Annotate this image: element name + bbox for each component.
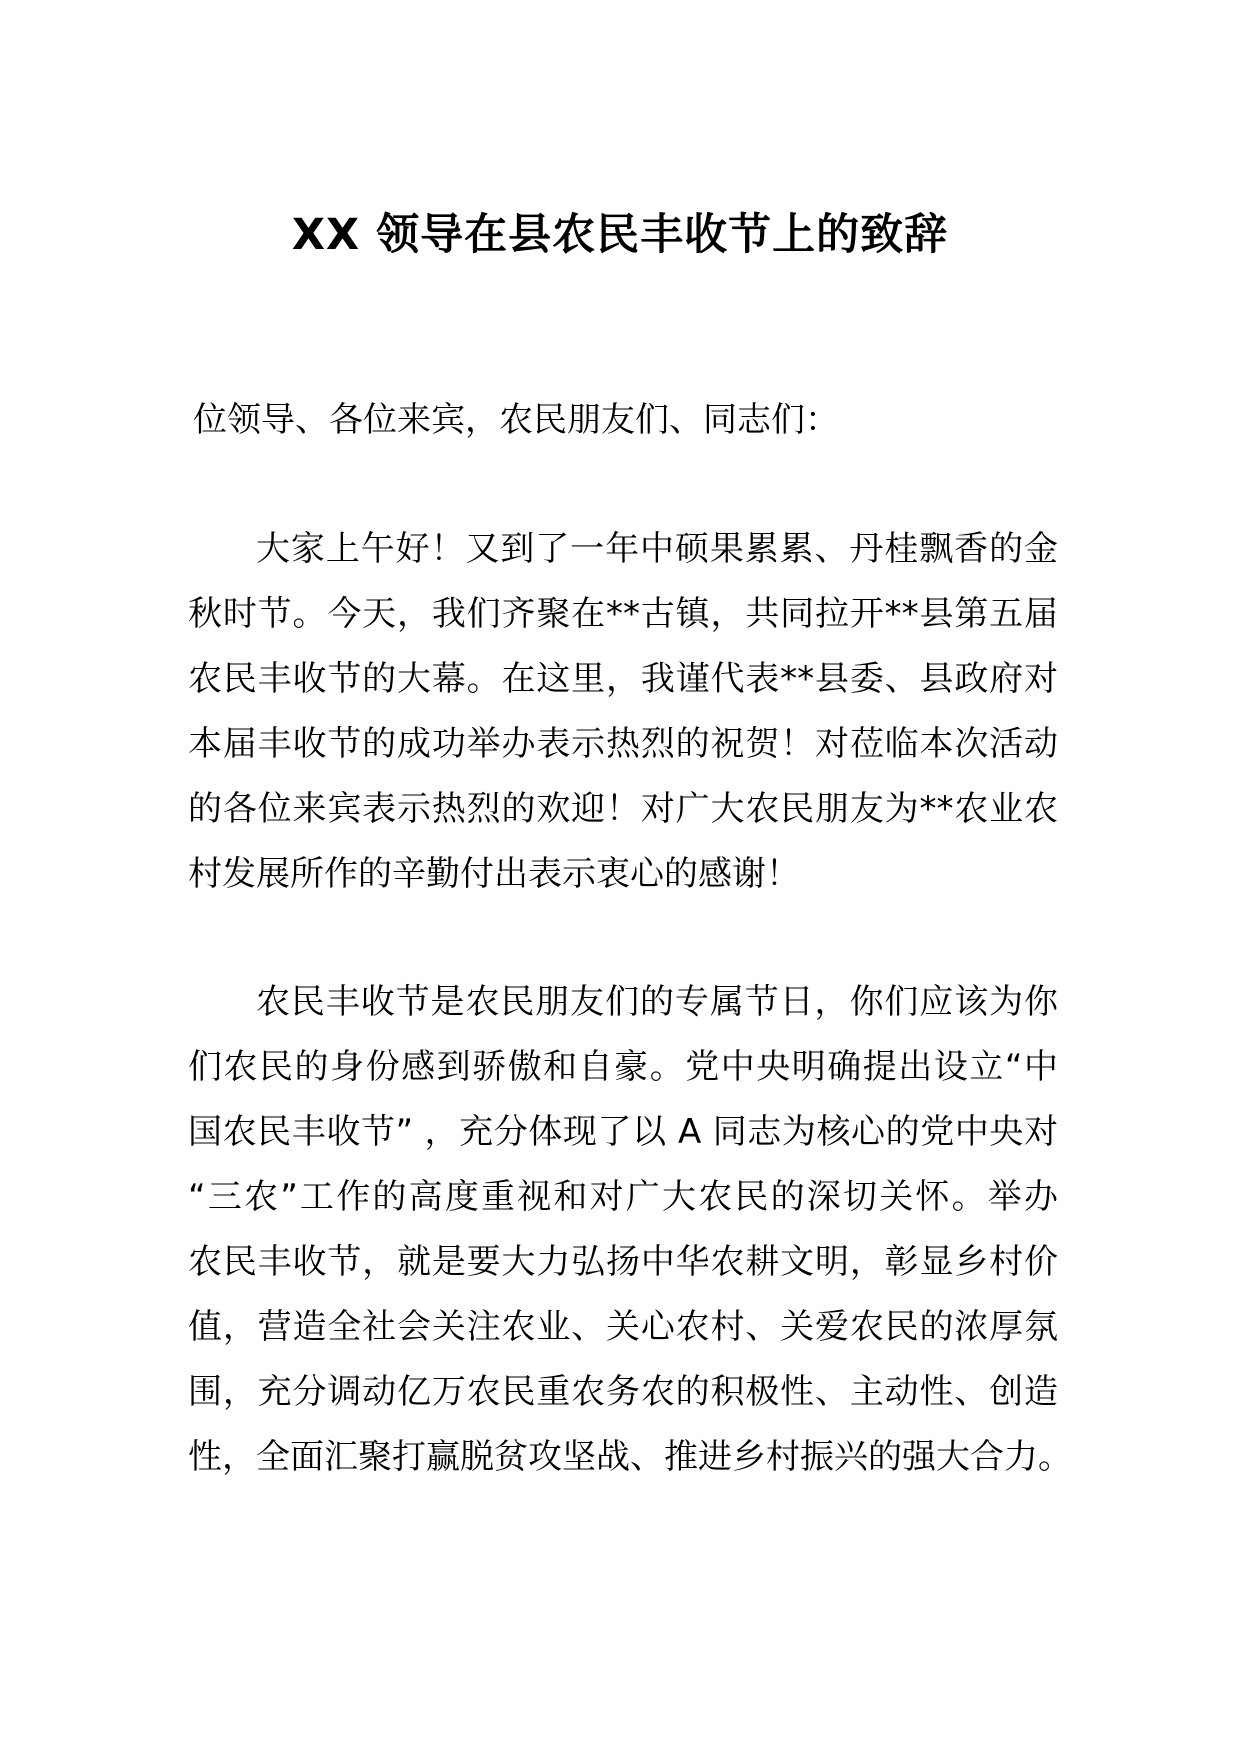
- paragraph-line: 国农民丰收节” ，充分体现了以 A 同志为核心的党中央对: [188, 1112, 1058, 1152]
- paragraph-line: 围，充分调动亿万农民重农务农的积极性、主动性、创造: [188, 1372, 1058, 1412]
- paragraph-line: 农民丰收节是农民朋友们的专属节日，你们应该为你: [256, 982, 1058, 1022]
- paragraph-line: 农民丰收节的大幕。在这里，我谨代表**县委、县政府对: [188, 659, 1058, 699]
- paragraph-line: 性，全面汇聚打赢脱贫攻坚战、推进乡村振兴的强大合力。: [188, 1437, 1072, 1477]
- paragraph-line: 大家上午好！又到了一年中硕果累累、丹桂飘香的金: [256, 529, 1058, 569]
- paragraph-2: [188, 970, 1072, 1490]
- paragraph-line: 农民丰收节，就是要大力弘扬中华农耕文明，彰显乡村价: [188, 1242, 1058, 1282]
- paragraph-line: 村发展所作的辛勤付出表示衷心的感谢！: [188, 854, 800, 894]
- paragraph-line: 的各位来宾表示热烈的欢迎！对广大农民朋友为**农业农: [188, 789, 1058, 829]
- paragraph-line: 秋时节。今天，我们齐聚在**古镇，共同拉开**县第五届: [188, 594, 1058, 634]
- paragraph-1: [188, 517, 1058, 907]
- document-title: XX 领导在县农民丰收节上的致辞: [291, 210, 949, 260]
- paragraph-line: 们农民的身份感到骄傲和自豪。党中央明确提出设立“中: [188, 1047, 1058, 1087]
- paragraph-line: “三农”工作的高度重视和对广大农民的深切关怀。举办: [188, 1177, 1058, 1217]
- salutation: 位领导、各位来宾，农民朋友们、同志们：: [193, 400, 839, 440]
- paragraph-line: 本届丰收节的成功举办表示热烈的祝贺！对莅临本次活动: [188, 724, 1058, 764]
- paragraph-line: 值，营造全社会关注农业、关心农村、关爱农民的浓厚氛: [188, 1307, 1058, 1347]
